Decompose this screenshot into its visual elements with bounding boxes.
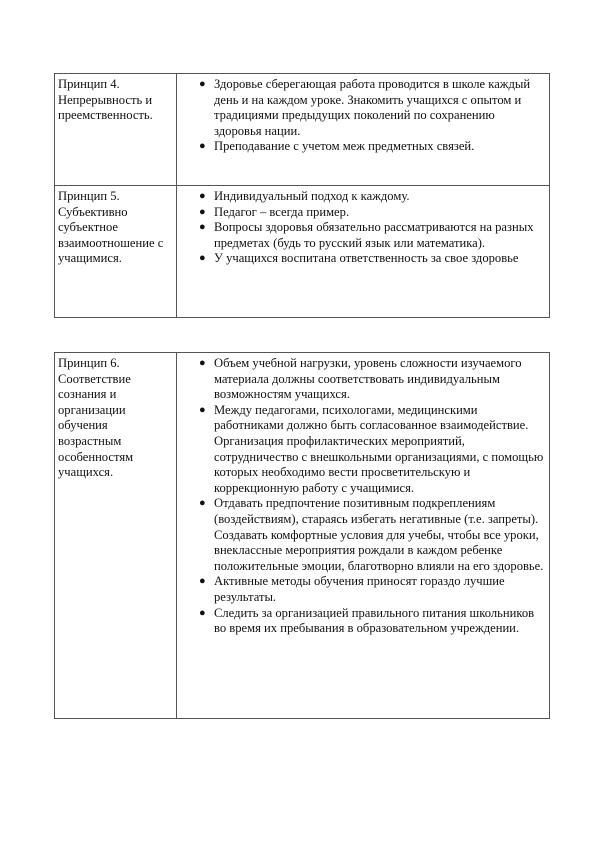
bullet-icon: ● — [199, 252, 206, 265]
list-item: ● Педагог – всегда пример. — [199, 204, 350, 219]
table-row-principle-5 — [55, 186, 550, 318]
bullet-icon: ● — [199, 497, 206, 510]
principle-name-cell — [55, 186, 177, 318]
list-item: ● Преподавание с учетом меж предметных связей. — [199, 139, 475, 154]
bullet-icon: ● — [199, 357, 206, 369]
list-item: ● Объем учебной нагрузки, уровень сложности изучаемого материала должны соответствовать индивидуальным возможностям учащихся. — [199, 356, 522, 402]
principle-5-title: Принцип 5. Субъективно субъектное взаимоотношение с учащимися. — [58, 189, 164, 266]
bullet-list — [181, 189, 545, 267]
principles-table-1 — [54, 73, 550, 318]
principle-bullets-cell — [177, 186, 550, 318]
table-row-principle-6 — [55, 353, 550, 719]
principle-name-cell — [55, 353, 177, 719]
principle-bullets-cell — [177, 74, 550, 186]
bullet-icon: ● — [199, 606, 206, 619]
bullet-icon: ● — [199, 575, 206, 588]
list-item: ● Отдавать предпочтение позитивным подкреплениям (воздействиям), стараясь избегать негативные (т.е. запреты). Создавать комфортные условия для учебы, чтобы все уроки, внеклассные мероприятия рождали в каждом ребенке положительные эмоции, благотворно влияли на его здоровье. — [199, 496, 544, 573]
list-item: ● У учащихся воспитана ответственность за свое здоровье — [199, 251, 519, 266]
principle-bullets-cell — [177, 353, 550, 719]
table-row-principle-4 — [55, 74, 550, 186]
principles-table-2 — [54, 352, 550, 719]
principle-name-cell — [55, 74, 177, 186]
list-item: ● Активные методы обучения приносят гораздо лучшие результаты. — [199, 574, 505, 604]
principle-6-title: Принцип 6. Соответствие сознания и организации обучения возрастным особенностям учащихся. — [58, 356, 134, 480]
bullet-icon: ● — [199, 403, 206, 416]
list-item: ● Следить за организацией правильного питания школьников во время их пребывания в образовательном учреждении. — [199, 605, 535, 636]
list-item: ● Между педагогами, психологами, медицинскими работниками должно быть согласованное взаимодействие. Организация профилактических мероприятий, сотрудничество с внешкольными организациями, с помощью которых необходимо вести просветительскую и коррекционную работу с учащимися. — [199, 402, 544, 495]
bullet-icon: ● — [199, 78, 206, 90]
bullet-icon: ● — [199, 140, 206, 153]
bullet-icon: ● — [199, 221, 206, 234]
principle-4-title: Принцип 4. Непрерывность и преемственность. — [58, 77, 153, 123]
list-item: ● Здоровье сберегающая работа проводится в школе каждый день и на каждом уроке. Знакомить учащихся с опытом и традициями предыдущих поколений по сохранению здоровья нации. — [199, 77, 531, 138]
bullet-icon: ● — [199, 190, 206, 202]
list-item: ● Вопросы здоровья обязательно рассматриваются на разных предметах (будь то русский язык или математика). — [199, 220, 534, 250]
bullet-icon: ● — [199, 205, 206, 218]
list-item: ● Индивидуальный подход к каждому. — [199, 189, 410, 203]
bullet-list — [181, 356, 545, 637]
bullet-list — [181, 77, 545, 155]
